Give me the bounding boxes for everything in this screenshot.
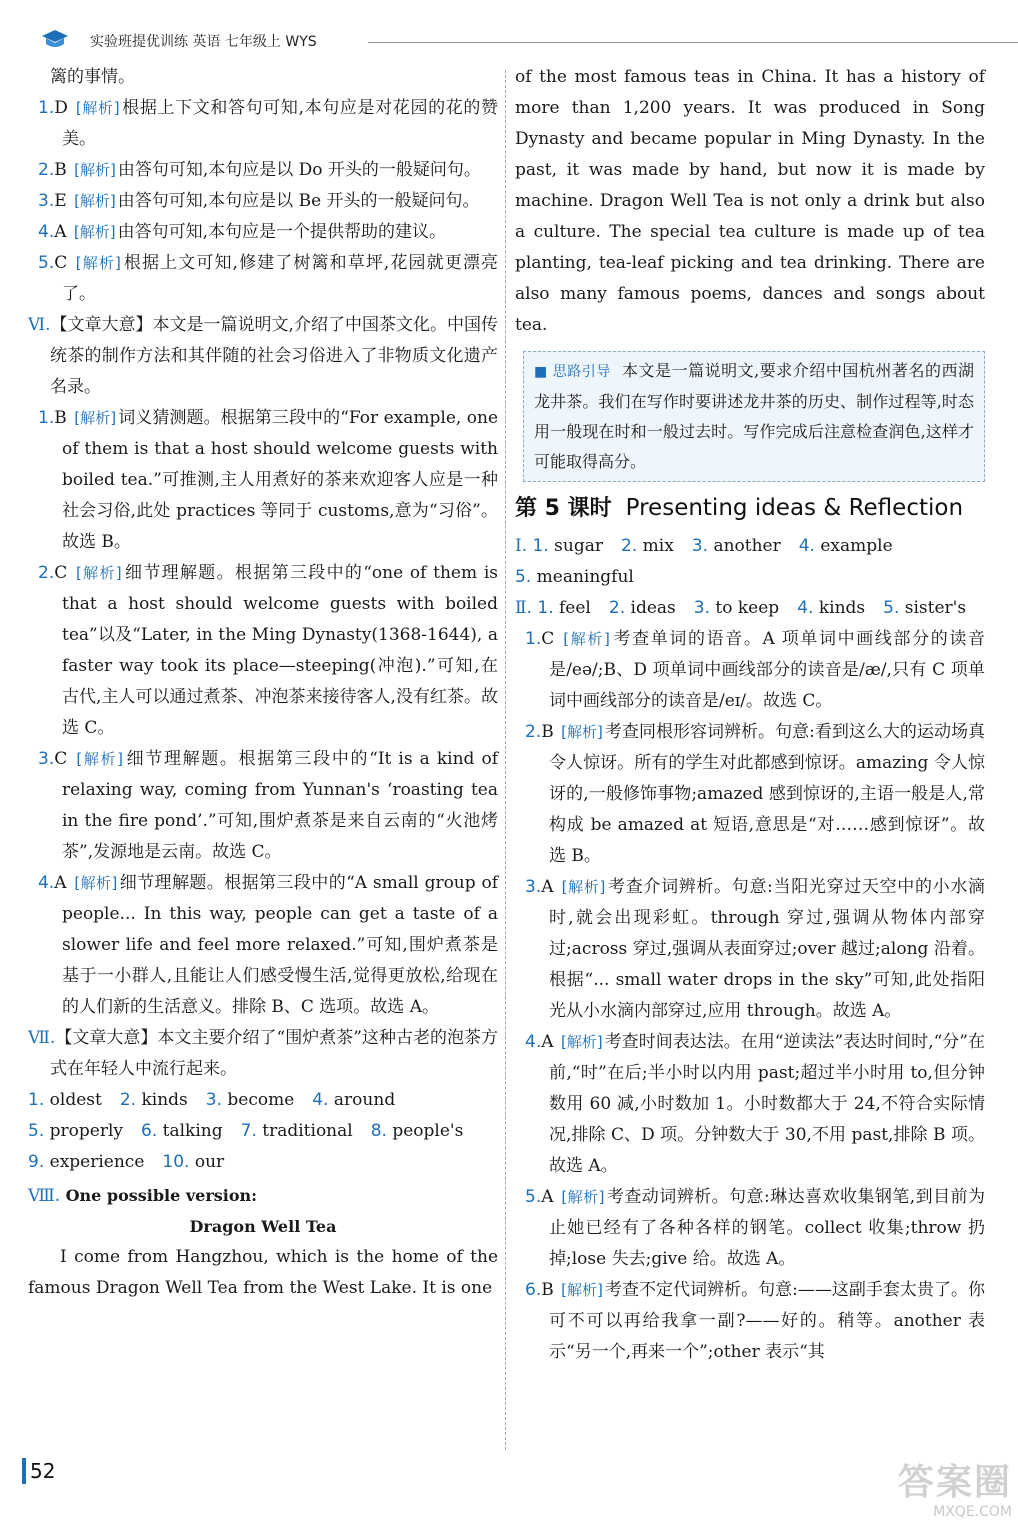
page-header xyxy=(40,28,980,52)
item-answer: D xyxy=(54,98,68,118)
item-answer: B xyxy=(54,408,67,428)
analysis-tag: [解析] xyxy=(563,630,610,648)
section-vii-answer xyxy=(28,1116,123,1147)
answer-word: become xyxy=(227,1090,295,1110)
section-viii-heading xyxy=(28,1180,498,1212)
analysis-tag: [解析] xyxy=(561,878,606,896)
section-i-answer xyxy=(515,562,634,593)
item-explanation: 词义猜测题。根据第三段中的“For example, one of them is that a host should welcome guests with boiled tea.”可推测,主人用煮好的茶来欢迎客人应是一种社会习俗,此处 practices 等同于 customs,意为“习俗”。故选 B。 xyxy=(62,408,498,552)
item-answer: B xyxy=(541,722,554,742)
item-explanation: 考查单词的语音。A 项单词中画线部分的读音是/eə/;B、D 项单词中画线部分的读音是/æ/,只有 C 项单词中画线部分的读音是/eɪ/。故选 C。 xyxy=(549,629,985,711)
item-number: 3. xyxy=(525,877,542,897)
answer-number: 5. xyxy=(28,1121,45,1141)
item-number: 2. xyxy=(525,722,542,742)
section-ii-numeral: Ⅱ. xyxy=(515,598,532,618)
answer-number: 2. xyxy=(621,536,638,556)
right-column xyxy=(515,62,985,1368)
item-answer: A xyxy=(54,873,67,893)
item-explanation: 细节理解题。根据第三段中的“It is a kind of relaxing way, coming from Yunnan's ‘roasting tea in the fire pond’.”可知,围炉煮茶是来自云南的“火池烤茶”,发源地是云南。故选 C。 xyxy=(62,749,498,862)
item-number: 3. xyxy=(38,191,55,211)
item-answer: A xyxy=(54,222,67,242)
analysis-tag: [解析] xyxy=(75,254,121,272)
section-vi-item xyxy=(28,403,498,558)
section-vi-item xyxy=(28,868,498,1023)
answer-number: 1. xyxy=(28,1090,45,1110)
continued-line: 篱的事情。 xyxy=(50,67,135,87)
answer-word: to keep xyxy=(715,598,780,618)
section-vii-answer xyxy=(206,1085,295,1116)
answer-number: 1. xyxy=(532,536,549,556)
answer-number: 6. xyxy=(141,1121,158,1141)
watermark-main: 答案圈 xyxy=(897,1462,1012,1503)
section-vii-answer xyxy=(371,1116,464,1147)
writing-guide xyxy=(534,356,974,477)
answer-word: another xyxy=(713,536,781,556)
answer-word: experience xyxy=(49,1152,145,1172)
essay-paragraph-start: I come from Hangzhou, which is the home of the famous Dragon Well Tea from the West Lake. It is one xyxy=(28,1247,498,1298)
item-explanation: 考查同根形容词辨析。句意:看到这么大的运动场真令人惊讶。所有的学生对此都感到惊讶。amazing 令人惊讶的,一般修饰事物;amazed 感到惊讶的,主语一般是人,常构成 be amazed at 短语,意思是“对……感到惊讶”。故选 B。 xyxy=(549,722,985,866)
section-i-answers xyxy=(515,531,985,593)
item-explanation: 细节理解题。根据第三段中的“one of them is that a host should welcome guests with boiled tea”以及“Later, in the Ming Dynasty(1368-1644), a faster way took its place—steeping(冲泡).”可知,在古代,主人可以通过煮茶、冲泡茶来接待客人,没有红茶。故选 C。 xyxy=(62,563,498,738)
section-i-answer xyxy=(799,531,893,562)
section-vii-answers xyxy=(28,1085,498,1178)
section-iii-item xyxy=(515,624,985,717)
section-vii-answer xyxy=(28,1085,102,1116)
item-explanation: 考查介词辨析。句意:当阳光穿过天空中的小水滴时,就会出现彩虹。through 穿过,强调从物体内部穿过;across 穿过,强调从表面穿过;over 越过;along 沿着。根据“... small water drops in the sky”可知,此处指阳光从小水滴内部穿过,应用 through。故选 A。 xyxy=(549,877,985,1021)
item-answer: C xyxy=(541,629,555,649)
answer-number: 5. xyxy=(515,567,532,587)
guide-label: ■ 思路引导 xyxy=(534,364,611,380)
item-number: 6. xyxy=(525,1280,542,1300)
item-number: 1. xyxy=(525,629,542,649)
item-explanation: 根据上下文和答句可知,本句应是对花园的花的赞美。 xyxy=(62,98,498,149)
analysis-tag: [解析] xyxy=(560,1033,603,1051)
answer-word: traditional xyxy=(262,1121,353,1141)
section-vi-item xyxy=(28,744,498,868)
section-vi-items xyxy=(28,403,498,1023)
answer-number: 9. xyxy=(28,1152,45,1172)
analysis-tag: [解析] xyxy=(73,223,116,241)
book-logo-icon xyxy=(40,28,70,50)
section-v-item xyxy=(28,186,498,217)
page-number: 52 xyxy=(22,1458,72,1484)
sample-version-label: One possible version: xyxy=(65,1186,258,1205)
answer-word: our xyxy=(194,1152,225,1172)
item-explanation: 考查不定代词辨析。句意:——这副手套太贵了。你可不可以再给我拿一副?——好的。稍等。another 表示“另一个,再来一个”;other 表示“其 xyxy=(549,1280,985,1362)
item-answer: C xyxy=(54,749,68,769)
answer-word: feel xyxy=(559,598,591,618)
analysis-tag: [解析] xyxy=(74,874,118,892)
item-number: 3. xyxy=(38,749,55,769)
answer-number: 3. xyxy=(693,598,710,618)
answer-number: 2. xyxy=(608,598,626,618)
section-i-answer xyxy=(692,531,781,562)
item-number: 1. xyxy=(38,98,55,118)
answer-word: example xyxy=(820,536,893,556)
answer-word: sugar xyxy=(554,536,603,556)
item-explanation: 考查动词辨析。句意:琳达喜欢收集钢笔,到目前为止她已经有了各种各样的钢笔。collect 收集;throw 扔掉;lose 失去;give 给。故选 A。 xyxy=(549,1187,985,1269)
analysis-tag: [解析] xyxy=(561,1281,603,1299)
section-iii-item xyxy=(515,717,985,872)
analysis-tag: [解析] xyxy=(561,723,603,741)
item-answer: B xyxy=(54,160,67,180)
section-vii-answer xyxy=(312,1085,395,1116)
item-number: 4. xyxy=(38,222,55,242)
section-v-items xyxy=(28,93,498,310)
section-iii-item xyxy=(515,1275,985,1368)
section-ii-answer xyxy=(694,593,779,624)
section-i-answer xyxy=(621,531,674,562)
answer-number: 3. xyxy=(691,536,709,556)
answer-word: sister's xyxy=(904,598,967,618)
item-answer: A xyxy=(541,1187,554,1207)
section-vii-answer xyxy=(162,1147,224,1178)
answer-number: 2. xyxy=(119,1090,137,1110)
answer-number: 4. xyxy=(312,1090,329,1110)
item-answer: A xyxy=(541,1032,554,1052)
item-number: 1. xyxy=(38,408,55,428)
section-vii-answer xyxy=(241,1116,353,1147)
answer-word: talking xyxy=(162,1121,223,1141)
analysis-tag: [解析] xyxy=(75,564,122,582)
answer-word: meaningful xyxy=(536,567,634,587)
section-vi-intro-text: 【文章大意】本文是一篇说明文,介绍了中国茶文化。中国传统茶的制作方法和其伴随的社会习俗进入了非物质文化遗产名录。 xyxy=(50,315,498,397)
watermark-sub: MXQE.COM xyxy=(933,1504,1012,1520)
section-vii-intro-text: 【文章大意】本文主要介绍了“围炉煮茶”这种古老的泡茶方式在年轻人中流行起来。 xyxy=(50,1028,498,1079)
item-number: 4. xyxy=(38,873,55,893)
item-explanation: 由答句可知,本句应是一个提供帮助的建议。 xyxy=(117,222,447,242)
item-answer: B xyxy=(541,1280,554,1300)
section-vii-intro xyxy=(28,1023,498,1085)
essay-paragraph-cont: of the most famous teas in China. It has a history of more than 1,200 years. It was produced in Song Dynasty and became popular in Ming Dynasty. In the past, it was made by hand, but now it is made by machine. Dragon Well Tea is not only a drink but also a culture. The special tea culture is made up of tea planting, tea-leaf picking and tea drinking. There are also many famous poems, dances and songs about tea. xyxy=(515,67,985,335)
section-i-numeral: Ⅰ. xyxy=(515,536,528,556)
analysis-tag: [解析] xyxy=(75,99,120,117)
analysis-tag: [解析] xyxy=(74,161,116,179)
answer-number: 4. xyxy=(798,536,815,556)
section-v-item xyxy=(28,217,498,248)
essay-title: Dragon Well Tea xyxy=(189,1217,337,1236)
section-v-item xyxy=(28,248,498,310)
analysis-tag: [解析] xyxy=(561,1188,605,1206)
answer-word: kinds xyxy=(818,598,866,618)
section-ii-answer xyxy=(609,593,676,624)
section-vi-intro xyxy=(28,310,498,403)
section-vii-answer xyxy=(28,1147,144,1178)
section-vii-answer xyxy=(141,1116,223,1147)
answer-number: 8. xyxy=(370,1121,387,1141)
section-v-item xyxy=(28,93,498,155)
section-vii-numeral: Ⅶ. xyxy=(28,1028,56,1048)
item-number: 5. xyxy=(525,1187,542,1207)
analysis-tag: [解析] xyxy=(74,409,117,427)
header-title: 实验班提优训练 英语 七年级上 WYS xyxy=(90,34,317,50)
section-iii-item xyxy=(515,872,985,1027)
item-answer: C xyxy=(54,563,68,583)
section-vii-answer xyxy=(120,1085,188,1116)
section-viii-numeral: Ⅷ. xyxy=(28,1186,61,1206)
analysis-tag: [解析] xyxy=(76,750,123,768)
answer-word: properly xyxy=(49,1121,123,1141)
answer-number: 10. xyxy=(162,1152,190,1172)
answer-word: mix xyxy=(642,536,674,556)
item-explanation: 考查时间表达法。在用“逆读法”表达时间时,“分”在前,“时”在后;半小时以内用 past;超过半小时用 to,但分钟数用 60 减,小时数加 1。小时数都大于 24,不符合实际情况,排除 C、D 项。分钟数大于 30,不用 past,排除 B 项。故选 A。 xyxy=(549,1032,985,1176)
analysis-tag: [解析] xyxy=(74,192,116,210)
item-answer: A xyxy=(541,877,554,897)
header-rule xyxy=(368,42,1018,43)
watermark xyxy=(842,1462,1012,1532)
section-iii-items xyxy=(515,624,985,1368)
answer-word: people's xyxy=(392,1121,464,1141)
lesson-heading xyxy=(515,488,985,529)
section-ii-answers xyxy=(515,593,985,624)
answer-number: 1. xyxy=(537,598,554,618)
item-answer: C xyxy=(54,253,68,273)
answer-number: 7. xyxy=(240,1121,257,1141)
item-explanation: 由答句可知,本句应是以 Do 开头的一般疑问句。 xyxy=(117,160,481,180)
answer-number: 4. xyxy=(797,598,814,618)
section-vi-numeral: Ⅵ. xyxy=(28,315,51,335)
item-explanation: 由答句可知,本句应是以 Be 开头的一般疑问句。 xyxy=(117,191,480,211)
writing-guide-box xyxy=(523,351,985,482)
lesson-number: 第 5 课时 xyxy=(515,496,612,521)
answer-number: 3. xyxy=(205,1090,222,1110)
item-number: 5. xyxy=(38,253,55,273)
left-column xyxy=(28,62,498,1304)
item-number: 2. xyxy=(38,563,55,583)
section-ii-answer xyxy=(797,593,865,624)
section-iii-item xyxy=(515,1182,985,1275)
section-iii-item xyxy=(515,1027,985,1182)
answer-word: around xyxy=(333,1090,396,1110)
item-explanation: 细节理解题。根据第三段中的“A small group of people... In this way, people can get a taste of a slower life and feel more relaxed.”可知,围炉煮茶是基于一小群人,且能让人们感受慢生活,觉得更放松,给现在的人们新的生活意义。排除 B、C 选项。故选 A。 xyxy=(62,873,498,1017)
item-number: 4. xyxy=(525,1032,542,1052)
section-v-item xyxy=(28,155,498,186)
lesson-title: Presenting ideas & Reflection xyxy=(625,495,964,521)
column-divider xyxy=(505,70,506,1450)
section-ii-answer xyxy=(883,593,966,624)
section-i-answer xyxy=(533,531,603,562)
guide-text: 本文是一篇说明文,要求介绍中国杭州著名的西湖龙井茶。我们在写作时要讲述龙井茶的历史、制作过程等,时态用一般现在时和一般过去时。写作完成后注意检查润色,这样才可能取得高分。 xyxy=(534,361,974,471)
item-answer: E xyxy=(54,191,67,211)
item-number: 2. xyxy=(38,160,55,180)
answer-word: ideas xyxy=(630,598,676,618)
section-ii-answer xyxy=(537,593,591,624)
answer-word: kinds xyxy=(141,1090,188,1110)
answer-word: oldest xyxy=(49,1090,102,1110)
section-vi-item xyxy=(28,558,498,744)
answer-number: 5. xyxy=(883,598,900,618)
item-explanation: 根据上文可知,修建了树篱和草坪,花园就更漂亮了。 xyxy=(62,253,498,304)
